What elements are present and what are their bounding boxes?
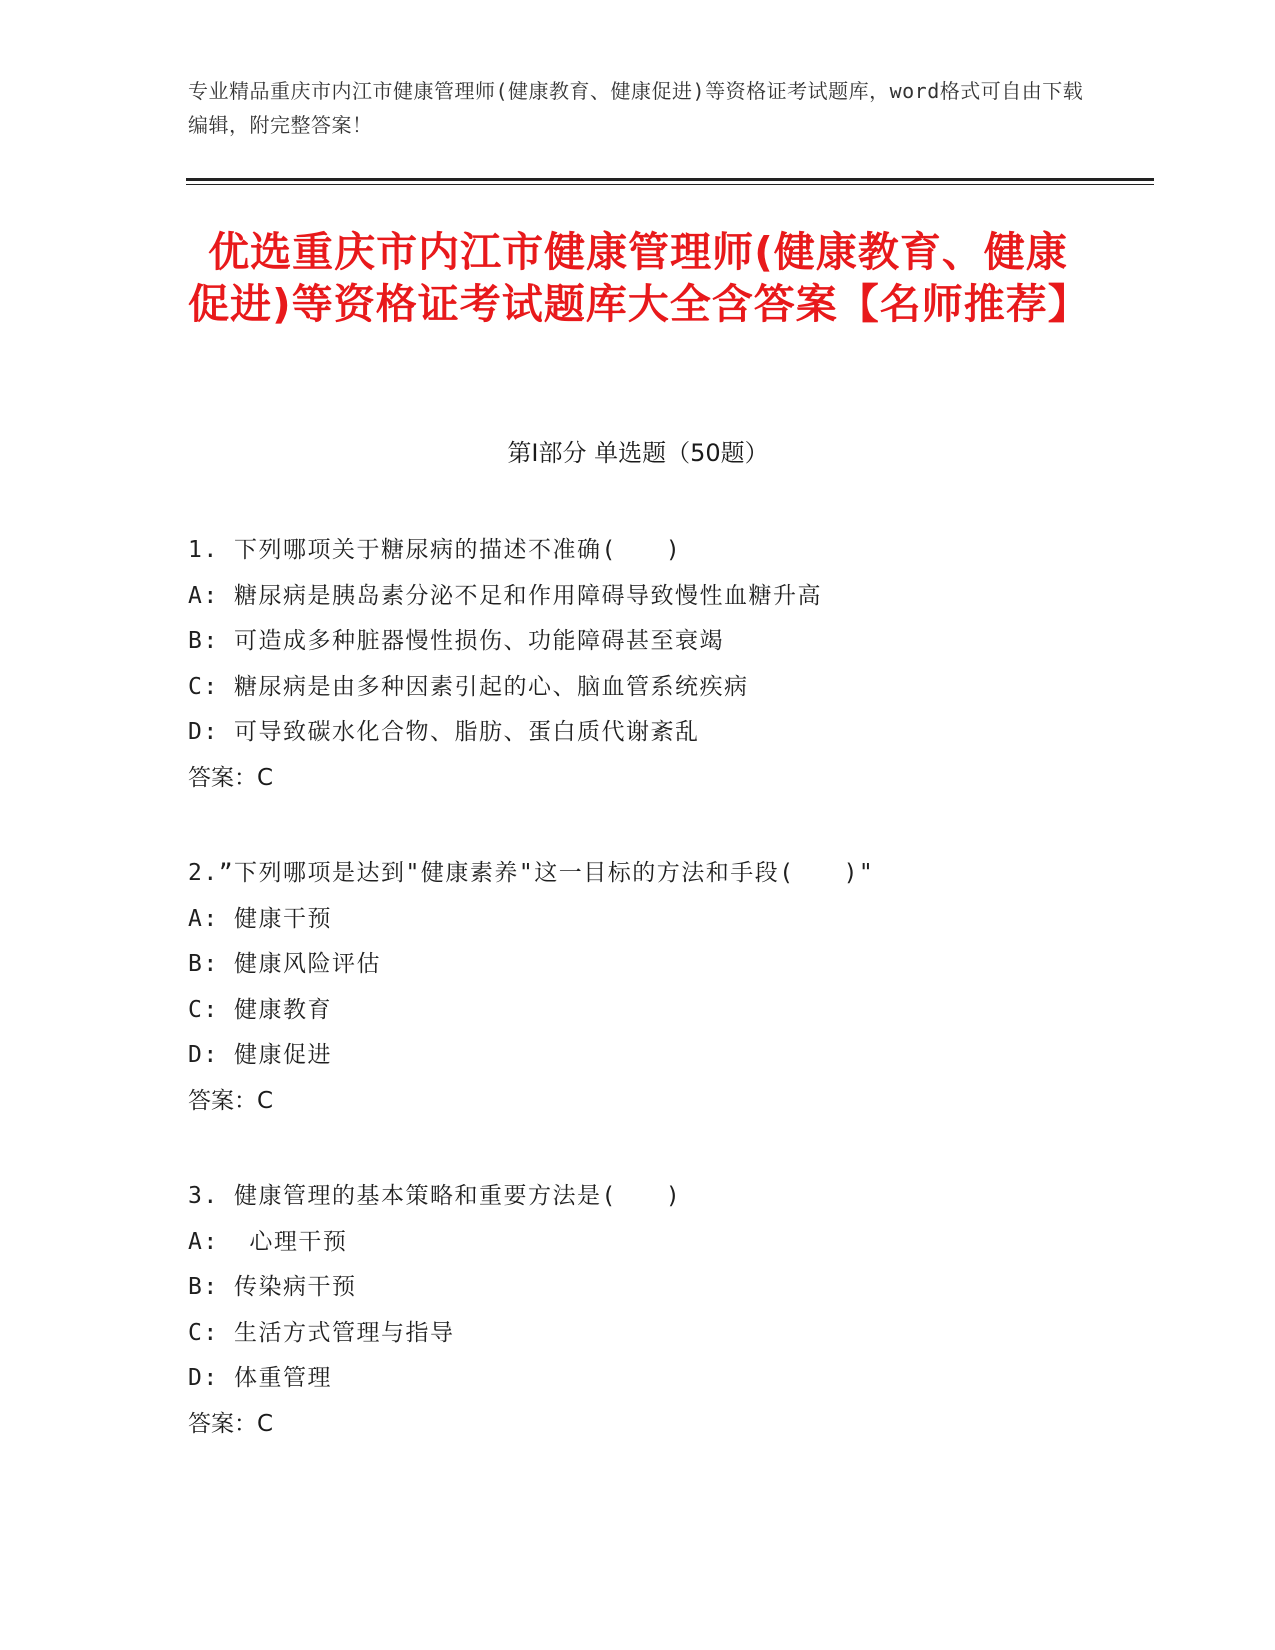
header-rule-thin: [186, 184, 1154, 185]
option-a: A: 心理干预: [188, 1228, 348, 1255]
option-d: D: 可导致碳水化合物、脂肪、蛋白质代谢紊乱: [188, 719, 700, 745]
document-title: 优选重庆市内江市健康管理师(健康教育、健康促进)等资格证考试题库大全含答案【名师推荐】: [188, 228, 1090, 328]
question-stem: 1. 下列哪项关于糖尿病的描述不准确( ): [188, 537, 682, 563]
question-list: [188, 528, 1148, 1497]
option-d: D: 体重管理: [188, 1365, 333, 1391]
option-c: C: 健康教育: [188, 996, 333, 1023]
header-rule-thick: [186, 178, 1154, 181]
option-b: B: 可造成多种脏器慢性损伤、功能障碍甚至衰竭: [188, 628, 725, 654]
header-note: 专业精品重庆市内江市健康管理师(健康教育、健康促进)等资格证考试题库，word格式可自由下载编辑，附完整答案！: [188, 79, 1084, 137]
option-c: C: 生活方式管理与指导: [188, 1319, 455, 1346]
option-a: A: 糖尿病是胰岛素分泌不足和作用障碍导致慢性血糖升高: [188, 582, 823, 609]
answer: 答案：C: [188, 1087, 274, 1114]
option-c: C: 糖尿病是由多种因素引起的心、脑血管系统疾病: [188, 673, 749, 700]
answer: 答案：C: [188, 764, 274, 791]
option-b: B: 健康风险评估: [188, 951, 382, 977]
section-title: 第Ⅰ部分 单选题（50题）: [507, 439, 769, 467]
option-b: B: 传染病干预: [188, 1274, 357, 1300]
answer: 答案：C: [188, 1410, 274, 1437]
question-2: [188, 851, 1148, 1124]
question-stem: 3. 健康管理的基本策略和重要方法是( ): [188, 1183, 682, 1209]
option-a: A: 健康干预: [188, 905, 333, 932]
question-1: [188, 528, 1148, 801]
question-3: [188, 1174, 1148, 1447]
option-d: D: 健康促进: [188, 1042, 333, 1068]
question-stem: 2.”下列哪项是达到"健康素养"这一目标的方法和手段( )": [188, 860, 875, 886]
